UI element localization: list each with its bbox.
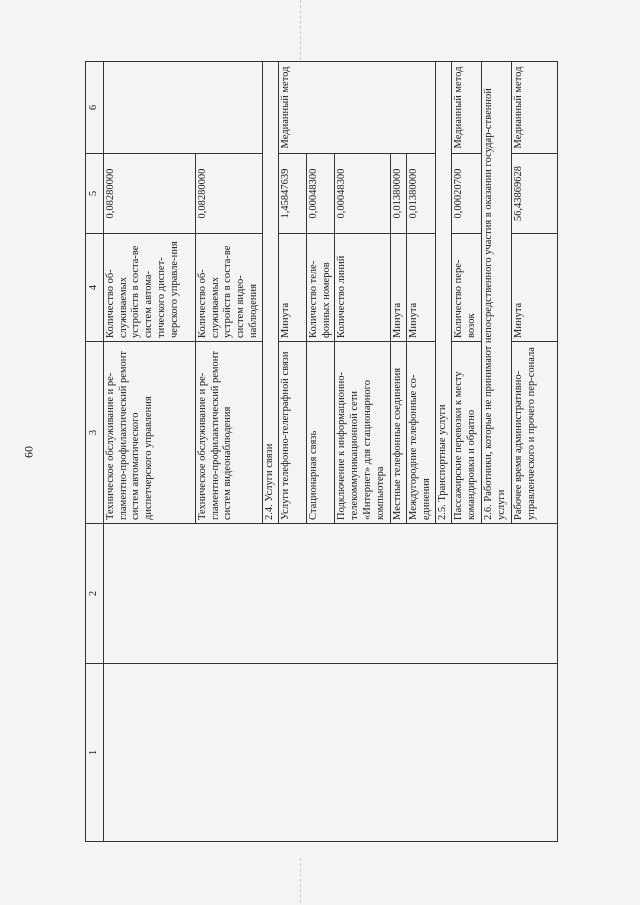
service-name: Междугородние телефонные со-единения (407, 342, 436, 524)
norm-value: 0,00048300 (306, 154, 335, 234)
fold-guide (300, 858, 301, 903)
table-row (103, 62, 195, 842)
page-number: 60 (21, 446, 36, 458)
method-cell: Медианный метод (451, 62, 481, 154)
section-heading: 2.5. Транспортные услуги (435, 62, 451, 524)
method-cell (103, 62, 262, 154)
norm-value: 0,08280000 (195, 154, 262, 234)
norm-value: 0,01380000 (407, 154, 436, 234)
service-name: Услуги телефонно-телеграфной связи (278, 342, 306, 524)
norm-value: 0,08280000 (103, 154, 195, 234)
fold-guide (300, 0, 301, 60)
service-name: Техническое обслуживание и ре-гламентно-профилактический ремонт систем автоматического диспетчерского управления (103, 342, 195, 524)
norms-table-container (85, 62, 537, 842)
norms-table (85, 61, 558, 842)
unit-name: Минута (391, 234, 407, 342)
norm-value: 0,00020700 (451, 154, 481, 234)
unit-name: Количество об-служиваемых устройств в соста-ве систем видео-наблюдения (195, 234, 262, 342)
norm-value: 0,01380000 (391, 154, 407, 234)
service-name: Подключение к информационно-телекоммуникационной сети «Интернет» для стационарного компьютера (335, 342, 391, 524)
unit-name: Количество пере-возок (451, 234, 481, 342)
unit-name: Минута (511, 234, 557, 342)
unit-name: Количество теле-фонных номеров (306, 234, 335, 342)
column-2-cell (103, 524, 557, 664)
service-name: Местные телефонные соединения (391, 342, 407, 524)
service-name: Техническое обслуживание и ре-гламентно-профилактический ремонт систем видеонаблюдения (195, 342, 262, 524)
service-name: Стационарная связь (306, 342, 335, 524)
service-name: Рабочее время административно-управленческого и прочего пер-сонала (511, 342, 557, 524)
column-number-5: 5 (86, 154, 104, 234)
column-number-1: 1 (86, 664, 104, 842)
unit-name: Количество об-служиваемых устройств в соста-ве систем автома-тического диспет-черского управле-ния (103, 234, 195, 342)
section-heading: 2.4. Услуги связи (262, 62, 278, 524)
column-number-2: 2 (86, 524, 104, 664)
method-cell: Медианный метод (278, 62, 435, 154)
method-cell: Медианный метод (511, 62, 557, 154)
norm-value: 0,00048300 (335, 154, 391, 234)
unit-name: Количество линий (335, 234, 391, 342)
table-header-row (86, 62, 104, 842)
column-number-4: 4 (86, 234, 104, 342)
column-number-3: 3 (86, 342, 104, 524)
section-heading: 2.6. Работники, которые не принимают непосредственного участия в оказании государ-ственной услуги (481, 62, 511, 524)
norm-value: 56,43869628 (511, 154, 557, 234)
service-name: Пассажирские перевозки к месту командировки и обратно (451, 342, 481, 524)
norm-value: 1,45847639 (278, 154, 306, 234)
column-1-cell (103, 664, 557, 842)
unit-name: Минута (278, 234, 306, 342)
column-number-6: 6 (86, 62, 104, 154)
unit-name: Минута (407, 234, 436, 342)
